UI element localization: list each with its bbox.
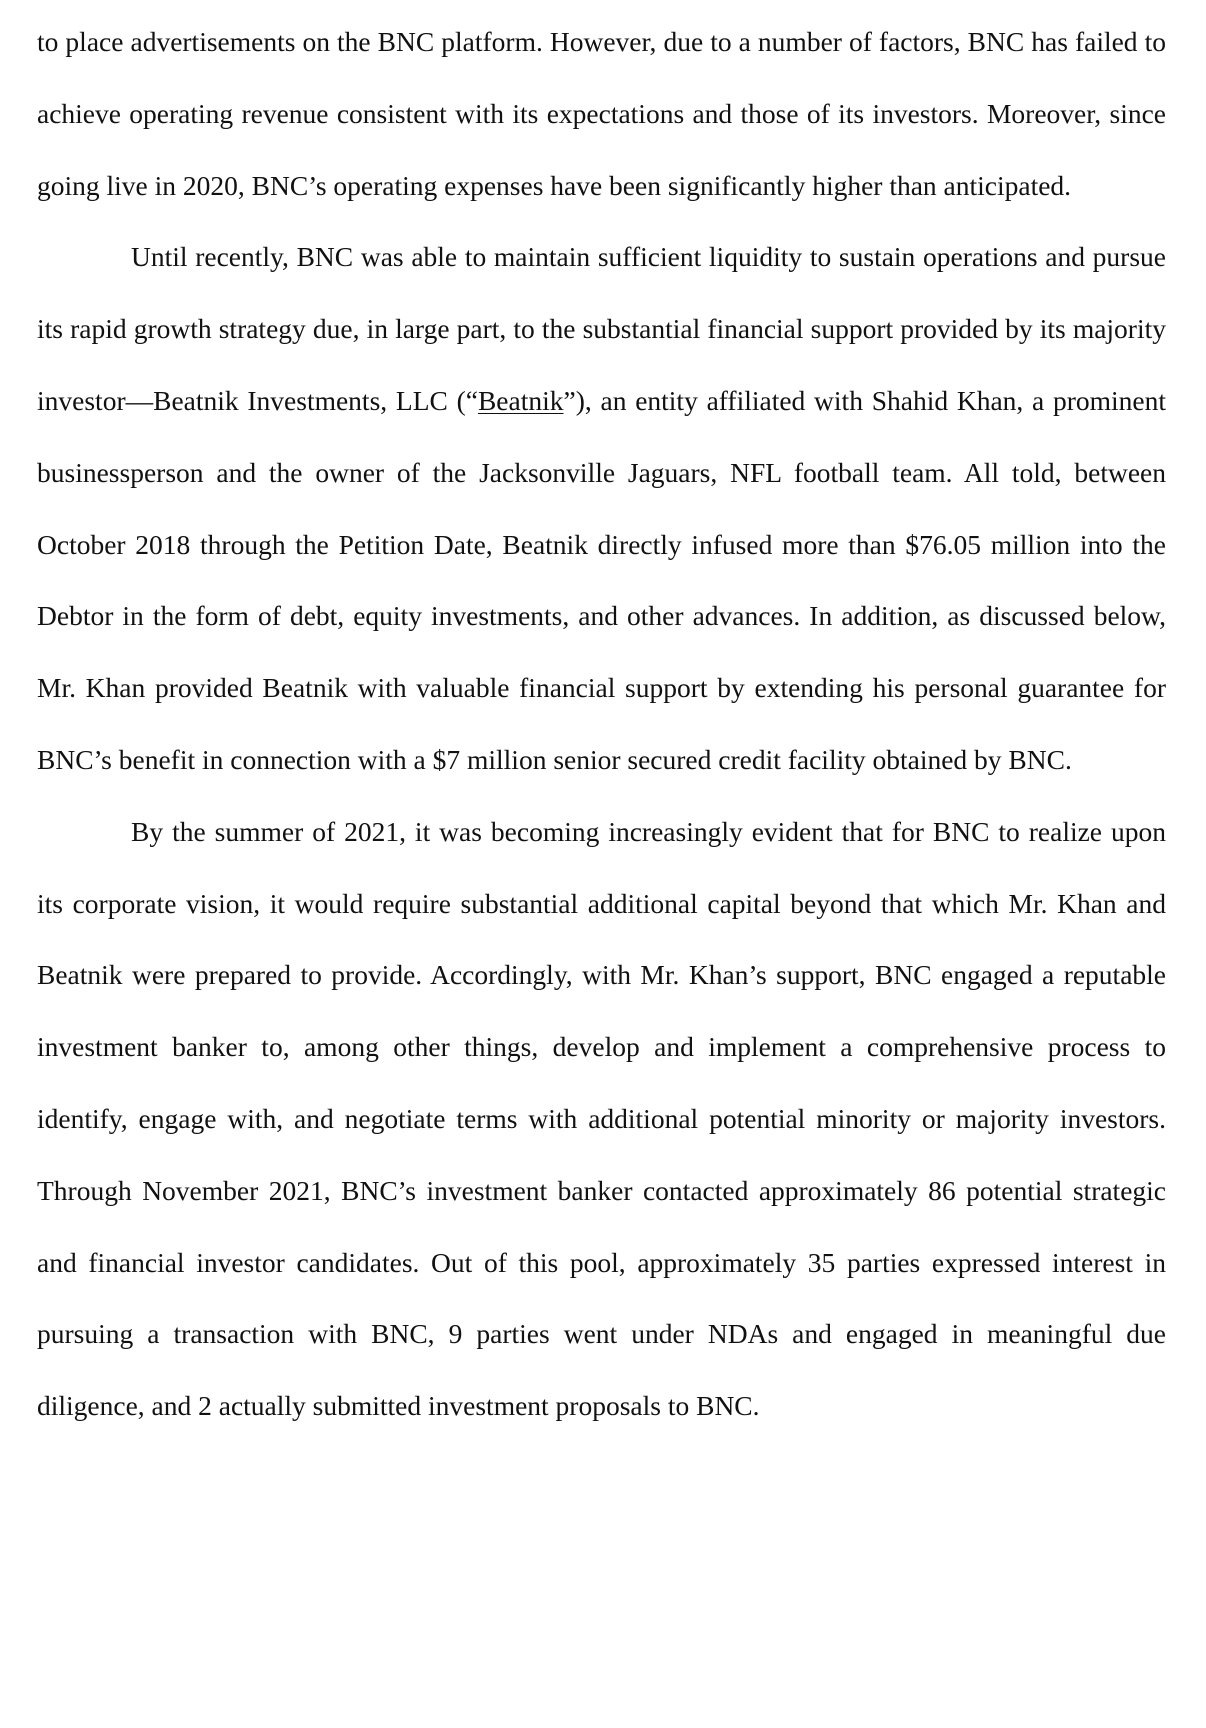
defined-term-beatnik: Beatnik (477, 384, 564, 416)
paragraph-beatnik-funding (37, 221, 1166, 795)
paragraph-beatnik-funding-text-after: ”), an entity affiliated with Shahid Khan, a prominent businessperson and the owner of the Jacksonville Jaguars, NFL football team. All told, between October 2018 through the Petition Date, Beatnik directly infused more than $76.05 million into the Debtor in the form of debt, equity investments, and other advances. In addition, as discussed below, Mr. Khan provided Beatnik with valuable financial support by extending his personal guarantee for BNC’s benefit in connection with a $7 million senior secured credit facility obtained by BNC. (37, 384, 1167, 775)
paragraph-investment-banker-process: By the summer of 2021, it was becoming increasingly evident that for BNC to realize upon its corporate vision, it would require substantial additional capital beyond that which Mr. Khan and Beatnik were prepared to provide. Accordingly, with Mr. Khan’s support, BNC engaged a reputable investment banker to, among other things, develop and implement a comprehensive process to identify, engage with, and negotiate terms with additional potential minority or majority investors. Through November 2021, BNC’s investment banker contacted approximately 86 potential strategic and financial investor candidates. Out of this pool, approximately 35 parties expressed interest in pursuing a transaction with BNC, 9 parties went under NDAs and engaged in meaningful due diligence, and 2 actually submitted investment proposals to BNC. (37, 815, 1166, 1422)
paragraph-beatnik-funding-text-before: Until recently, BNC was able to maintain sufficient liquidity to sustain operations and pursue its rapid growth strategy due, in large part, to the substantial financial support provided by its majority investor—Beatnik Investments, LLC (“ (37, 241, 1166, 416)
paragraph-advertising-revenue: to place advertisements on the BNC platform. However, due to a number of factors, BNC has failed to achieve operating revenue consistent with its expectations and those of its investors. Moreover, since going live in 2020, BNC’s operating expenses have been significantly higher than anticipated. (37, 26, 1166, 201)
